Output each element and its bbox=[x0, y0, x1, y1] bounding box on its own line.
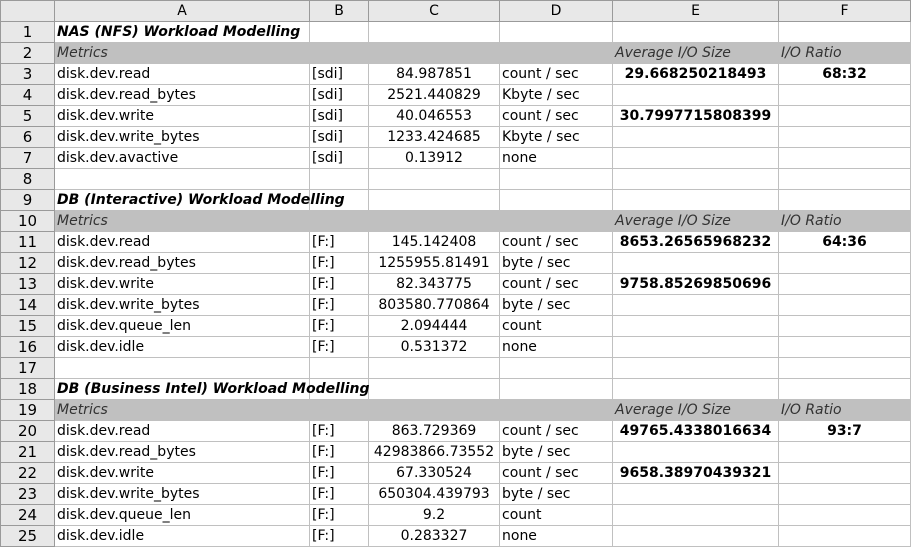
row-header[interactable]: 8 bbox=[1, 169, 55, 190]
cell-a[interactable]: disk.dev.queue_len bbox=[55, 505, 310, 526]
cell-f[interactable] bbox=[779, 316, 911, 337]
cell-c[interactable] bbox=[369, 211, 500, 232]
cell-a[interactable]: disk.dev.read bbox=[55, 64, 310, 85]
cell-b[interactable] bbox=[310, 22, 369, 43]
sheet-row bbox=[1, 22, 911, 43]
sheet-row bbox=[1, 211, 911, 232]
sheet-row bbox=[1, 43, 911, 64]
cell-b[interactable] bbox=[310, 400, 369, 421]
cell-e[interactable] bbox=[613, 85, 779, 106]
cell-d[interactable]: count / sec bbox=[500, 106, 613, 127]
cell-e[interactable]: Average I/O Size bbox=[613, 43, 779, 64]
column-header-c[interactable]: C bbox=[369, 1, 500, 22]
cell-a[interactable]: disk.dev.write bbox=[55, 463, 310, 484]
sheet-row bbox=[1, 232, 911, 253]
cell-a[interactable]: disk.dev.idle bbox=[55, 337, 310, 358]
cell-b[interactable]: [sdi] bbox=[310, 85, 369, 106]
cell-d[interactable]: Kbyte / sec bbox=[500, 127, 613, 148]
cell-f[interactable] bbox=[779, 505, 911, 526]
cell-c[interactable] bbox=[369, 169, 500, 190]
row-header[interactable]: 18 bbox=[1, 379, 55, 400]
cell-f[interactable] bbox=[779, 253, 911, 274]
cell-d[interactable]: count bbox=[500, 316, 613, 337]
cell-e[interactable] bbox=[613, 316, 779, 337]
cell-a[interactable]: disk.dev.write_bytes bbox=[55, 127, 310, 148]
cell-d[interactable]: count / sec bbox=[500, 232, 613, 253]
cell-c[interactable]: 2.094444 bbox=[369, 316, 500, 337]
cell-a[interactable]: Metrics bbox=[55, 400, 310, 421]
cell-e[interactable] bbox=[613, 148, 779, 169]
cell-e[interactable] bbox=[613, 484, 779, 505]
cell-e[interactable] bbox=[613, 22, 779, 43]
cell-d[interactable]: byte / sec bbox=[500, 442, 613, 463]
cell-e[interactable]: 49765.4338016634 bbox=[613, 421, 779, 442]
sheet-row bbox=[1, 526, 911, 547]
cell-e[interactable]: Average I/O Size bbox=[613, 211, 779, 232]
cell-a[interactable] bbox=[55, 169, 310, 190]
row-header[interactable]: 16 bbox=[1, 337, 55, 358]
cell-b[interactable] bbox=[310, 211, 369, 232]
cell-c[interactable]: 40.046553 bbox=[369, 106, 500, 127]
sheet-rows bbox=[1, 22, 911, 547]
sheet-row bbox=[1, 127, 911, 148]
row-header[interactable]: 10 bbox=[1, 211, 55, 232]
cell-f[interactable] bbox=[779, 148, 911, 169]
cell-c[interactable]: 863.729369 bbox=[369, 421, 500, 442]
cell-c[interactable]: 42983866.73552 bbox=[369, 442, 500, 463]
cell-d[interactable]: count / sec bbox=[500, 463, 613, 484]
cell-d[interactable]: none bbox=[500, 337, 613, 358]
sheet-row bbox=[1, 442, 911, 463]
sheet-row bbox=[1, 463, 911, 484]
select-all-corner[interactable] bbox=[1, 1, 55, 22]
cell-f[interactable] bbox=[779, 484, 911, 505]
cell-d[interactable]: count bbox=[500, 505, 613, 526]
cell-f[interactable] bbox=[779, 274, 911, 295]
row-header[interactable]: 6 bbox=[1, 127, 55, 148]
cell-a[interactable]: disk.dev.queue_len bbox=[55, 316, 310, 337]
cell-f[interactable] bbox=[779, 106, 911, 127]
cell-c[interactable]: 0.283327 bbox=[369, 526, 500, 547]
cell-b[interactable]: [sdi] bbox=[310, 106, 369, 127]
cell-e[interactable]: 29.668250218493 bbox=[613, 64, 779, 85]
cell-c[interactable]: 82.343775 bbox=[369, 274, 500, 295]
row-header[interactable]: 21 bbox=[1, 442, 55, 463]
cell-b[interactable] bbox=[310, 358, 369, 379]
cell-d[interactable] bbox=[500, 400, 613, 421]
cell-f[interactable]: 64:36 bbox=[779, 232, 911, 253]
cell-f[interactable]: I/O Ratio bbox=[779, 211, 911, 232]
cell-a[interactable]: disk.dev.read_bytes bbox=[55, 85, 310, 106]
column-header-e[interactable]: E bbox=[613, 1, 779, 22]
cell-c[interactable] bbox=[369, 400, 500, 421]
cell-b[interactable] bbox=[310, 379, 369, 400]
cell-b[interactable]: [F:] bbox=[310, 442, 369, 463]
cell-d[interactable] bbox=[500, 379, 613, 400]
cell-b[interactable]: [F:] bbox=[310, 421, 369, 442]
cell-b[interactable] bbox=[310, 169, 369, 190]
cell-e[interactable] bbox=[613, 442, 779, 463]
cell-a[interactable]: disk.dev.read bbox=[55, 421, 310, 442]
cell-d[interactable]: byte / sec bbox=[500, 484, 613, 505]
cell-d[interactable]: none bbox=[500, 148, 613, 169]
cell-a[interactable]: disk.dev.read_bytes bbox=[55, 442, 310, 463]
cell-e[interactable]: 8653.26565968232 bbox=[613, 232, 779, 253]
row-header[interactable]: 23 bbox=[1, 484, 55, 505]
cell-f[interactable] bbox=[779, 127, 911, 148]
cell-c[interactable]: 1255955.81491 bbox=[369, 253, 500, 274]
cell-c[interactable]: 0.13912 bbox=[369, 148, 500, 169]
cell-f[interactable] bbox=[779, 337, 911, 358]
cell-d[interactable]: none bbox=[500, 526, 613, 547]
cell-a[interactable]: disk.dev.write_bytes bbox=[55, 484, 310, 505]
cell-a[interactable] bbox=[55, 358, 310, 379]
row-header[interactable]: 12 bbox=[1, 253, 55, 274]
cell-f[interactable]: I/O Ratio bbox=[779, 43, 911, 64]
sheet-row bbox=[1, 505, 911, 526]
cell-d[interactable] bbox=[500, 169, 613, 190]
cell-b[interactable]: [F:] bbox=[310, 232, 369, 253]
cell-d[interactable] bbox=[500, 358, 613, 379]
cell-f[interactable] bbox=[779, 190, 911, 211]
cell-a[interactable]: disk.dev.avactive bbox=[55, 148, 310, 169]
sheet-row bbox=[1, 295, 911, 316]
cell-c[interactable] bbox=[369, 43, 500, 64]
cell-e[interactable] bbox=[613, 169, 779, 190]
cell-b[interactable]: [F:] bbox=[310, 295, 369, 316]
cell-f[interactable] bbox=[779, 358, 911, 379]
cell-d[interactable] bbox=[500, 43, 613, 64]
cell-b[interactable]: [F:] bbox=[310, 274, 369, 295]
row-header[interactable]: 4 bbox=[1, 85, 55, 106]
row-header[interactable]: 22 bbox=[1, 463, 55, 484]
sheet-row bbox=[1, 253, 911, 274]
cell-b[interactable]: [F:] bbox=[310, 484, 369, 505]
cell-b[interactable]: [F:] bbox=[310, 253, 369, 274]
row-header[interactable]: 17 bbox=[1, 358, 55, 379]
cell-e[interactable]: 9658.38970439321 bbox=[613, 463, 779, 484]
cell-c[interactable]: 0.531372 bbox=[369, 337, 500, 358]
row-header[interactable]: 1 bbox=[1, 22, 55, 43]
cell-f[interactable] bbox=[779, 526, 911, 547]
cell-b[interactable]: [F:] bbox=[310, 337, 369, 358]
cell-e[interactable] bbox=[613, 190, 779, 211]
cell-b[interactable]: [F:] bbox=[310, 463, 369, 484]
cell-d[interactable]: byte / sec bbox=[500, 295, 613, 316]
cell-e[interactable] bbox=[613, 337, 779, 358]
cell-f[interactable] bbox=[779, 169, 911, 190]
cell-d[interactable]: count / sec bbox=[500, 421, 613, 442]
cell-a[interactable]: DB (Interactive) Workload Modelling bbox=[55, 190, 310, 211]
cell-b[interactable]: [sdi] bbox=[310, 127, 369, 148]
row-header[interactable]: 3 bbox=[1, 64, 55, 85]
cell-b[interactable] bbox=[310, 43, 369, 64]
sheet-row bbox=[1, 85, 911, 106]
cell-b[interactable]: [F:] bbox=[310, 526, 369, 547]
cell-e[interactable] bbox=[613, 526, 779, 547]
cell-a[interactable]: disk.dev.write bbox=[55, 274, 310, 295]
cell-f[interactable] bbox=[779, 295, 911, 316]
cell-d[interactable] bbox=[500, 22, 613, 43]
cell-a[interactable]: disk.dev.write_bytes bbox=[55, 295, 310, 316]
cell-f[interactable]: 68:32 bbox=[779, 64, 911, 85]
cell-f[interactable] bbox=[779, 379, 911, 400]
column-header-row bbox=[1, 1, 911, 22]
cell-c[interactable]: 67.330524 bbox=[369, 463, 500, 484]
column-header-a[interactable]: A bbox=[55, 1, 310, 22]
row-header[interactable]: 5 bbox=[1, 106, 55, 127]
cell-b[interactable]: [sdi] bbox=[310, 64, 369, 85]
cell-d[interactable]: count / sec bbox=[500, 64, 613, 85]
cell-c[interactable]: 803580.770864 bbox=[369, 295, 500, 316]
sheet-row bbox=[1, 64, 911, 85]
cell-d[interactable]: count / sec bbox=[500, 274, 613, 295]
cell-a[interactable]: disk.dev.idle bbox=[55, 526, 310, 547]
cell-d[interactable] bbox=[500, 211, 613, 232]
cell-a[interactable]: NAS (NFS) Workload Modelling bbox=[55, 22, 310, 43]
cell-e[interactable] bbox=[613, 505, 779, 526]
cell-f[interactable] bbox=[779, 442, 911, 463]
sheet-row bbox=[1, 148, 911, 169]
sheet-row bbox=[1, 379, 911, 400]
cell-c[interactable]: 145.142408 bbox=[369, 232, 500, 253]
cell-c[interactable]: 9.2 bbox=[369, 505, 500, 526]
cell-d[interactable]: byte / sec bbox=[500, 253, 613, 274]
cell-e[interactable] bbox=[613, 358, 779, 379]
cell-e[interactable]: 30.7997715808399 bbox=[613, 106, 779, 127]
cell-c[interactable]: 650304.439793 bbox=[369, 484, 500, 505]
sheet-row bbox=[1, 169, 911, 190]
cell-e[interactable]: 9758.85269850696 bbox=[613, 274, 779, 295]
sheet-row bbox=[1, 421, 911, 442]
column-header-d[interactable]: D bbox=[500, 1, 613, 22]
sheet-row bbox=[1, 484, 911, 505]
cell-c[interactable] bbox=[369, 379, 500, 400]
row-header[interactable]: 19 bbox=[1, 400, 55, 421]
cell-a[interactable]: Metrics bbox=[55, 211, 310, 232]
cell-f[interactable]: I/O Ratio bbox=[779, 400, 911, 421]
cell-a[interactable]: Metrics bbox=[55, 43, 310, 64]
sheet-row bbox=[1, 316, 911, 337]
row-header[interactable]: 13 bbox=[1, 274, 55, 295]
cell-b[interactable] bbox=[310, 190, 369, 211]
cell-b[interactable]: [sdi] bbox=[310, 148, 369, 169]
cell-a[interactable]: DB (Business Intel) Workload Modelling bbox=[55, 379, 310, 400]
cell-d[interactable] bbox=[500, 190, 613, 211]
cell-d[interactable]: Kbyte / sec bbox=[500, 85, 613, 106]
cell-c[interactable]: 2521.440829 bbox=[369, 85, 500, 106]
cell-c[interactable]: 1233.424685 bbox=[369, 127, 500, 148]
cell-f[interactable] bbox=[779, 22, 911, 43]
column-header-b[interactable]: B bbox=[310, 1, 369, 22]
sheet-row bbox=[1, 274, 911, 295]
sheet-row bbox=[1, 358, 911, 379]
row-header[interactable]: 14 bbox=[1, 295, 55, 316]
row-header[interactable]: 24 bbox=[1, 505, 55, 526]
row-header[interactable]: 20 bbox=[1, 421, 55, 442]
cell-f[interactable] bbox=[779, 463, 911, 484]
cell-e[interactable] bbox=[613, 253, 779, 274]
sheet-row bbox=[1, 400, 911, 421]
cell-e[interactable] bbox=[613, 295, 779, 316]
row-header[interactable]: 15 bbox=[1, 316, 55, 337]
row-header[interactable]: 25 bbox=[1, 526, 55, 547]
row-header[interactable]: 9 bbox=[1, 190, 55, 211]
cell-b[interactable]: [F:] bbox=[310, 505, 369, 526]
column-header-f[interactable]: F bbox=[779, 1, 911, 22]
sheet-row bbox=[1, 190, 911, 211]
cell-a[interactable]: disk.dev.read bbox=[55, 232, 310, 253]
cell-a[interactable]: disk.dev.write bbox=[55, 106, 310, 127]
cell-e[interactable] bbox=[613, 379, 779, 400]
row-header[interactable]: 11 bbox=[1, 232, 55, 253]
row-header[interactable]: 7 bbox=[1, 148, 55, 169]
cell-b[interactable]: [F:] bbox=[310, 316, 369, 337]
sheet-row bbox=[1, 106, 911, 127]
sheet-row bbox=[1, 337, 911, 358]
row-header[interactable]: 2 bbox=[1, 43, 55, 64]
cell-c[interactable]: 84.987851 bbox=[369, 64, 500, 85]
cell-e[interactable]: Average I/O Size bbox=[613, 400, 779, 421]
cell-e[interactable] bbox=[613, 127, 779, 148]
cell-c[interactable] bbox=[369, 190, 500, 211]
cell-f[interactable]: 93:7 bbox=[779, 421, 911, 442]
cell-a[interactable]: disk.dev.read_bytes bbox=[55, 253, 310, 274]
cell-c[interactable] bbox=[369, 22, 500, 43]
cell-c[interactable] bbox=[369, 358, 500, 379]
cell-f[interactable] bbox=[779, 85, 911, 106]
